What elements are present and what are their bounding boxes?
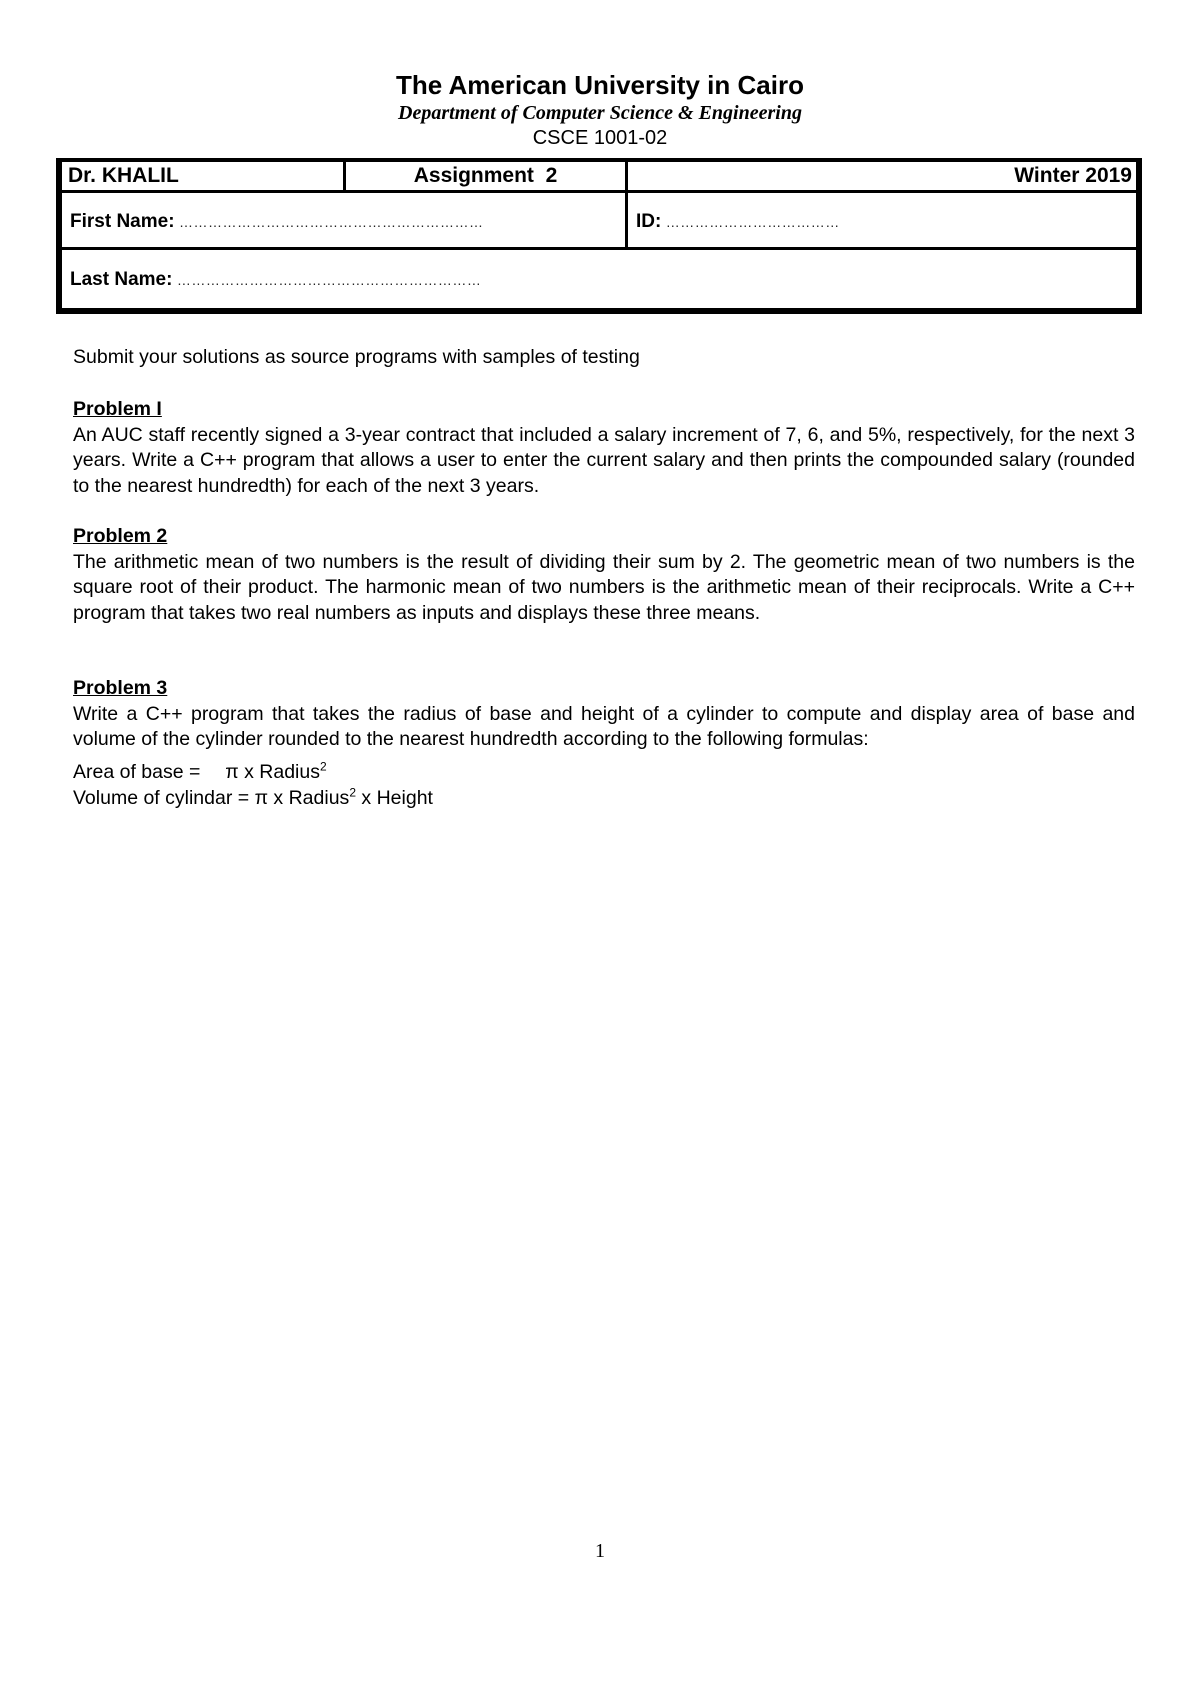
area-formula — [73, 760, 1135, 786]
problem-text: Write a C++ program that takes the radius of base and height of a cylinder to compute and display area of base and volume of the cylinder rounded to the nearest hundredth according to the following formulas: — [73, 702, 1135, 750]
volume-label: Volume of cylindar = — [73, 787, 250, 809]
intro-text: Submit your solutions as source programs with samples of testing — [73, 346, 640, 368]
problem-text: An AUC staff recently signed a 3-year contract that included a salary increment of 7, 6, and 5%, respectively, for the next 3 years. Write a C++ program that allows a user to enter the current salary and then prints the compounded salary (rounded to the nearest hundredth) for each of the next 3 years. — [73, 423, 1135, 497]
problem-text: The arithmetic mean of two numbers is the result of dividing their sum by 2. The geometric mean of two numbers is the square root of their product. The harmonic mean of two numbers is the arithmetic mean of their reciprocals. Write a C++ program that takes two real numbers as inputs and displays these three means. — [73, 550, 1135, 624]
info-row-name-id — [62, 193, 1136, 250]
problem-2 — [73, 524, 1135, 626]
term: Winter 2019 — [1014, 164, 1132, 187]
last-name-field[interactable]: ……………………………………………………… — [176, 272, 482, 288]
volume-exponent: 2 — [349, 785, 356, 800]
area-label: Area of base = — [73, 761, 201, 783]
problem-title: Problem 2 — [73, 525, 168, 547]
document-header — [0, 70, 1200, 150]
volume-tail: x Height — [361, 787, 433, 809]
last-name-label: Last Name: — [70, 269, 173, 290]
instructor-name: Dr. KHALIL — [68, 164, 179, 187]
department-name: Department of Computer Science & Engineering — [398, 102, 802, 124]
problem-3 — [73, 676, 1135, 753]
id-field[interactable]: ……………………………… — [665, 214, 840, 230]
problem-title: Problem I — [73, 398, 162, 420]
area-expression: π x Radius — [225, 761, 320, 783]
id-cell[interactable] — [628, 193, 1136, 247]
problem-1 — [73, 397, 1135, 499]
volume-expression: π x Radius — [254, 787, 350, 809]
university-name: The American University in Cairo — [396, 70, 804, 100]
area-exponent: 2 — [319, 759, 327, 774]
student-info-box — [56, 158, 1142, 314]
first-name-label: First Name: — [70, 211, 175, 232]
course-code: CSCE 1001-02 — [532, 127, 668, 149]
first-name-cell[interactable] — [62, 193, 628, 247]
instructor-cell — [62, 162, 346, 190]
assignment-cell — [346, 162, 628, 190]
info-row-course — [62, 162, 1136, 193]
volume-formula — [73, 786, 1135, 812]
first-name-field[interactable]: ……………………………………………………… — [178, 214, 484, 230]
term-cell — [628, 162, 1136, 190]
assignment-title: Assignment 2 — [413, 164, 558, 187]
page-number: 1 — [595, 1540, 605, 1562]
problem-title: Problem 3 — [73, 677, 168, 699]
id-label: ID: — [636, 211, 662, 232]
info-row-last-name[interactable] — [62, 250, 1136, 308]
